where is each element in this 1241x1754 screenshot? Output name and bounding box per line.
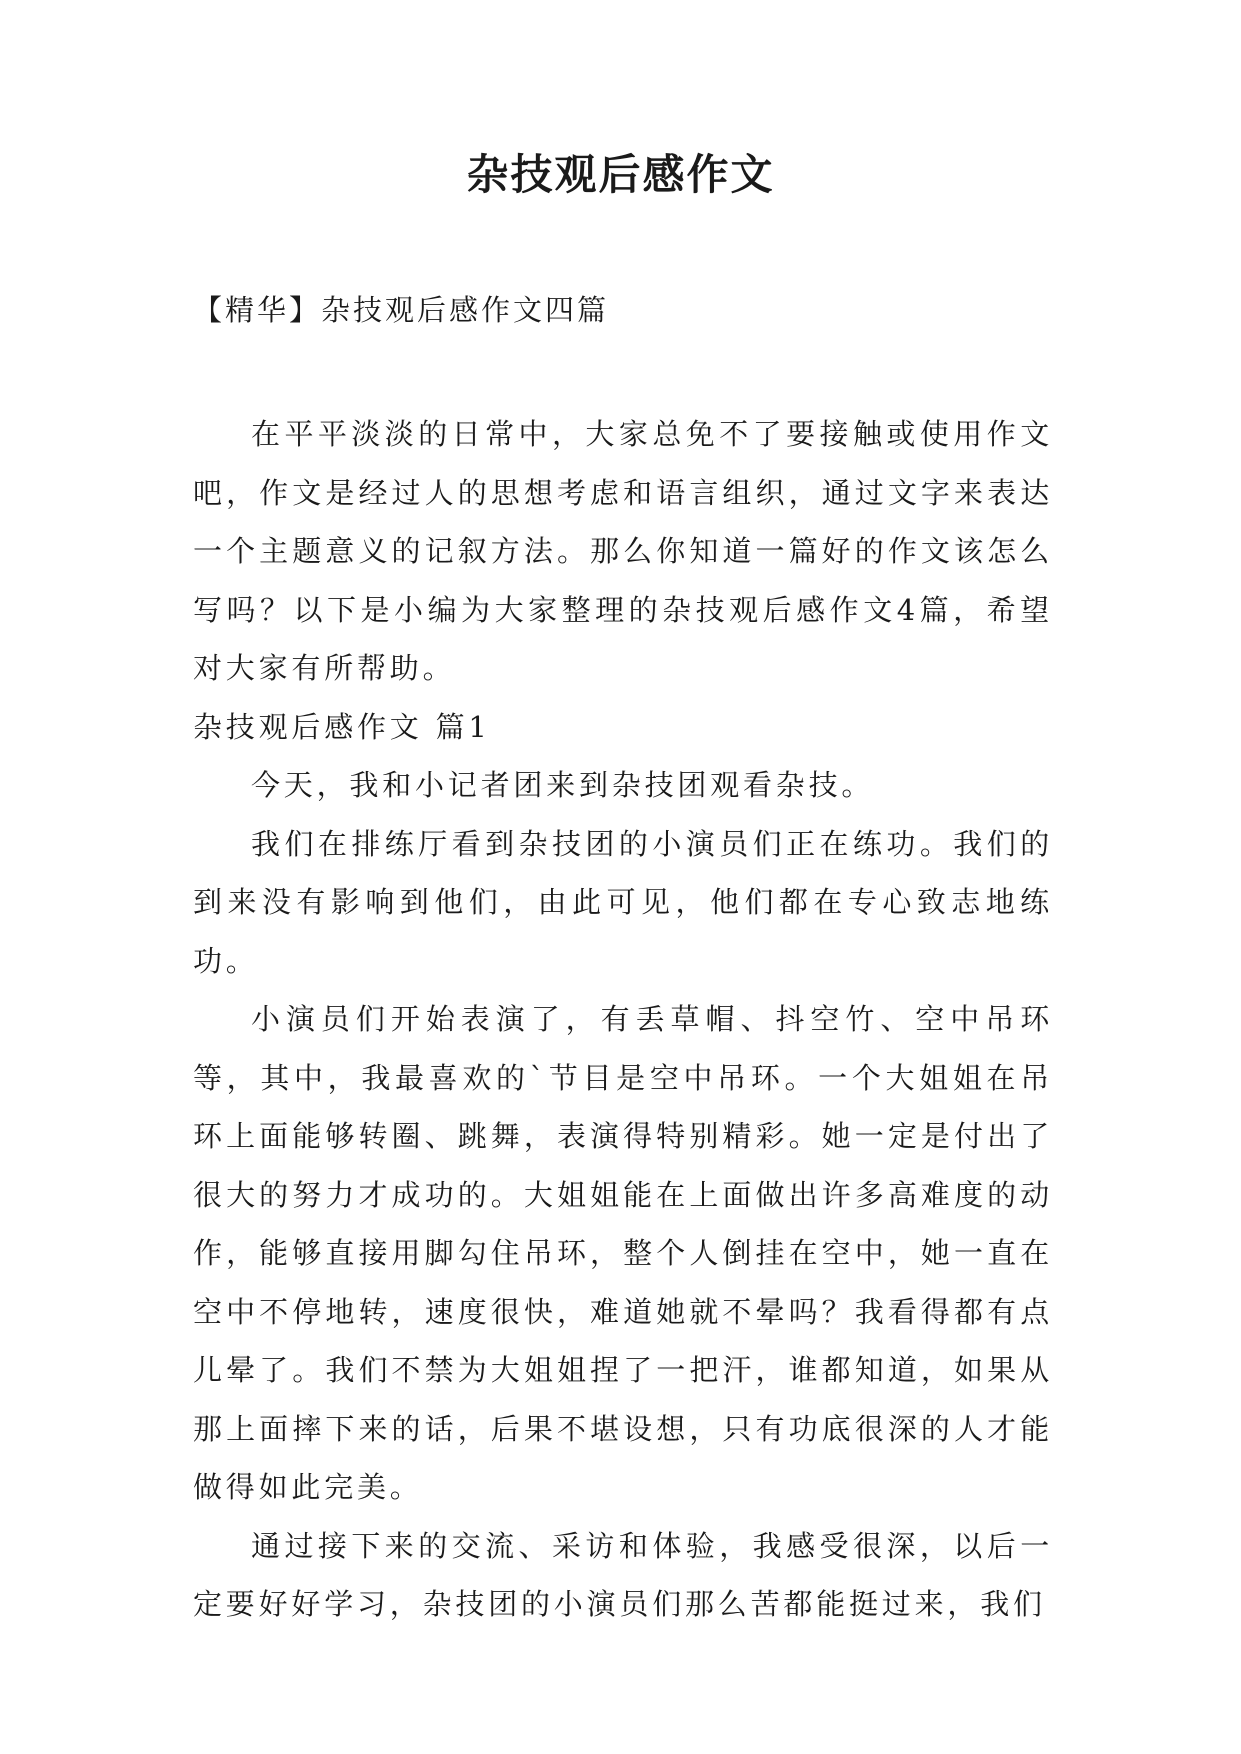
paragraph-1: 今天，我和小记者团来到杂技团观看杂技。 [251,768,875,802]
section-heading-1: 杂技观后感作文 篇1 [193,709,491,744]
paragraph-2: 我们在排练厅看到杂技团的小演员们正在练功。我们的到来没有影响到他们，由此可见，他们都在专心致志地练功。 [193,826,1053,978]
paragraph-3: 小演员们开始表演了，有丢草帽、抖空竹、空中吊环等，其中，我最喜欢的`节目是空中吊环。一个大姐姐在吊环上面能够转圈、跳舞，表演得特别精彩。她一定是付出了很大的努力才成功的。大姐姐能在上面做出许多高难度的动作，能够直接用脚勾住吊环，整个人倒挂在空中，她一直在空中不停地转，速度很快，难道她就不晕吗？我看得都有点儿晕了。我们不禁为大姐姐捏了一把汗，谁都知道，如果从那上面摔下来的话，后果不堪设想，只有功底很深的人才能做得如此完美。 [193,1002,1053,1504]
document-title: 杂技观后感作文 [466,150,775,199]
document-body [193,405,1053,1634]
intro-paragraph: 在平平淡淡的日常中，大家总免不了要接触或使用作文吧，作文是经过人的思想考虑和语言组织，通过文字来表达一个主题意义的记叙方法。那么你知道一篇好的作文该怎么写吗？以下是小编为大家整理的杂技观后感作文4篇，希望对大家有所帮助。 [193,417,1053,685]
paragraph-4: 通过接下来的交流、采访和体验，我感受很深，以后一定要好好学习，杂技团的小演员们那么苦都能挺过来，我们 [193,1528,1053,1621]
document-subtitle: 【精华】杂技观后感作文四篇 [193,293,610,327]
